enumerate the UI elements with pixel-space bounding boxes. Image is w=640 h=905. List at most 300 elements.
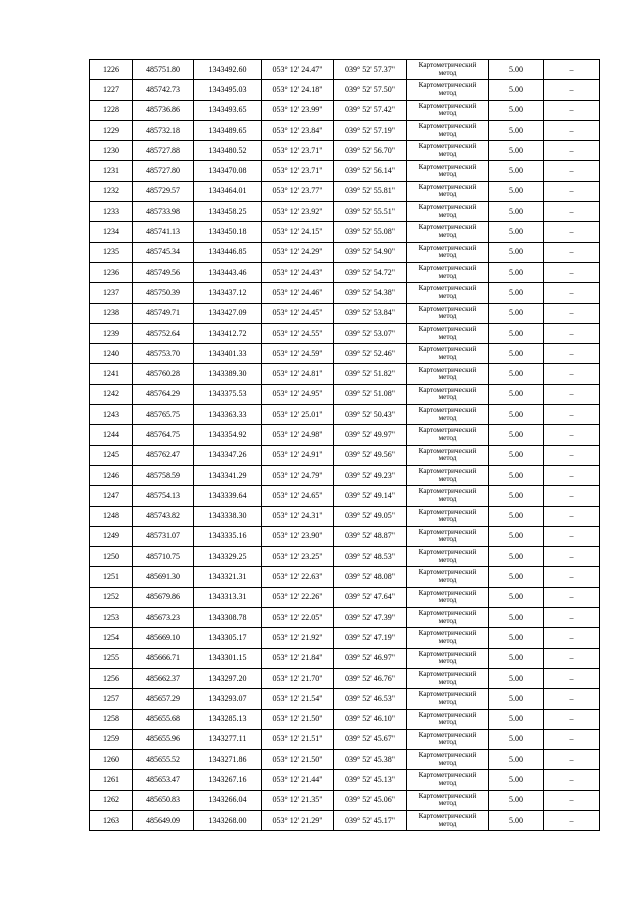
table-row [90,709,600,729]
x-coordinate-cell: 485752.64 [133,323,194,343]
y-coordinate-cell: 1343470.08 [194,161,262,181]
point-number-cell: 1228 [90,100,133,120]
precision-cell: 5.00 [489,648,544,668]
point-number-cell: 1244 [90,425,133,445]
y-coordinate-cell: 1343495.03 [194,80,262,100]
method-cell [407,729,489,749]
dash-cell: – [544,384,600,404]
precision-cell: 5.00 [489,60,544,80]
method-cell [407,120,489,140]
latitude-cell: 053° 12' 21.54" [262,689,334,709]
x-coordinate-cell: 485765.75 [133,405,194,425]
dash-cell: – [544,100,600,120]
x-coordinate-cell: 485710.75 [133,547,194,567]
x-coordinate-cell: 485727.88 [133,141,194,161]
x-coordinate-cell: 485743.82 [133,506,194,526]
precision-cell: 5.00 [489,364,544,384]
longitude-cell: 039° 52' 48.53" [334,547,407,567]
table-row [90,608,600,628]
method-line-1: Картометрический [418,121,477,130]
precision-cell: 5.00 [489,526,544,546]
table-row [90,445,600,465]
latitude-cell: 053° 12' 21.50" [262,709,334,729]
dash-cell: – [544,465,600,485]
method-line-1: Картометрический [418,162,477,171]
dash-cell: – [544,668,600,688]
y-coordinate-cell: 1343321.31 [194,567,262,587]
latitude-cell: 053° 12' 23.99" [262,100,334,120]
precision-cell: 5.00 [489,202,544,222]
point-number-cell: 1247 [90,486,133,506]
point-number-cell: 1248 [90,506,133,526]
y-coordinate-cell: 1343329.25 [194,547,262,567]
point-number-cell: 1261 [90,770,133,790]
y-coordinate-cell: 1343285.13 [194,709,262,729]
table-row [90,526,600,546]
precision-cell: 5.00 [489,242,544,262]
method-line-2: метод [438,697,457,706]
x-coordinate-cell: 485749.56 [133,262,194,282]
precision-cell: 5.00 [489,141,544,161]
x-coordinate-cell: 485754.13 [133,486,194,506]
method-line-1: Картометрический [418,223,477,232]
dash-cell: – [544,526,600,546]
dash-cell: – [544,323,600,343]
longitude-cell: 039° 52' 46.76" [334,668,407,688]
y-coordinate-cell: 1343271.86 [194,750,262,770]
x-coordinate-cell: 485691.30 [133,567,194,587]
dash-cell: – [544,810,600,830]
method-cell [407,608,489,628]
precision-cell: 5.00 [489,425,544,445]
latitude-cell: 053° 12' 24.18" [262,80,334,100]
point-number-cell: 1234 [90,222,133,242]
method-line-1: Картометрический [418,264,477,273]
y-coordinate-cell: 1343266.04 [194,790,262,810]
dash-cell: – [544,344,600,364]
y-coordinate-cell: 1343375.53 [194,384,262,404]
precision-cell: 5.00 [489,405,544,425]
table-row [90,100,600,120]
precision-cell: 5.00 [489,80,544,100]
precision-cell: 5.00 [489,181,544,201]
method-cell [407,425,489,445]
precision-cell: 5.00 [489,668,544,688]
y-coordinate-cell: 1343450.18 [194,222,262,242]
latitude-cell: 053° 12' 24.65" [262,486,334,506]
method-line-1: Картометрический [418,507,477,516]
x-coordinate-cell: 485733.98 [133,202,194,222]
latitude-cell: 053° 12' 23.71" [262,161,334,181]
method-line-1: Картометрический [418,710,477,719]
point-number-cell: 1236 [90,262,133,282]
y-coordinate-cell: 1343363.33 [194,405,262,425]
x-coordinate-cell: 485679.86 [133,587,194,607]
point-number-cell: 1260 [90,750,133,770]
dash-cell: – [544,80,600,100]
precision-cell: 5.00 [489,709,544,729]
dash-cell: – [544,161,600,181]
point-number-cell: 1242 [90,384,133,404]
longitude-cell: 039° 52' 47.64" [334,587,407,607]
x-coordinate-cell: 485760.28 [133,364,194,384]
table-row [90,790,600,810]
dash-cell: – [544,364,600,384]
precision-cell: 5.00 [489,323,544,343]
table-row [90,283,600,303]
precision-cell: 5.00 [489,465,544,485]
point-number-cell: 1226 [90,60,133,80]
longitude-cell: 039° 52' 54.38" [334,283,407,303]
point-number-cell: 1259 [90,729,133,749]
point-number-cell: 1253 [90,608,133,628]
longitude-cell: 039° 52' 51.08" [334,384,407,404]
y-coordinate-cell: 1343341.29 [194,465,262,485]
method-line-2: метод [438,616,457,625]
x-coordinate-cell: 485655.52 [133,750,194,770]
method-cell [407,161,489,181]
point-number-cell: 1249 [90,526,133,546]
method-line-1: Картометрический [418,385,477,394]
precision-cell: 5.00 [489,344,544,364]
latitude-cell: 053° 12' 21.29" [262,810,334,830]
x-coordinate-cell: 485650.83 [133,790,194,810]
method-line-2: метод [438,210,457,219]
precision-cell: 5.00 [489,506,544,526]
precision-cell: 5.00 [489,689,544,709]
latitude-cell: 053° 12' 24.45" [262,303,334,323]
table-row [90,750,600,770]
coordinates-table [89,59,600,831]
latitude-cell: 053° 12' 24.91" [262,445,334,465]
y-coordinate-cell: 1343437.12 [194,283,262,303]
longitude-cell: 039° 52' 53.84" [334,303,407,323]
dash-cell: – [544,506,600,526]
latitude-cell: 053° 12' 21.44" [262,770,334,790]
latitude-cell: 053° 12' 24.59" [262,344,334,364]
x-coordinate-cell: 485741.13 [133,222,194,242]
method-line-1: Картометрический [418,61,477,70]
table-row [90,486,600,506]
table-row [90,60,600,80]
precision-cell: 5.00 [489,729,544,749]
x-coordinate-cell: 485762.47 [133,445,194,465]
method-cell [407,181,489,201]
latitude-cell: 053° 12' 24.55" [262,323,334,343]
method-line-1: Картометрический [418,527,477,536]
longitude-cell: 039° 52' 45.38" [334,750,407,770]
x-coordinate-cell: 485666.71 [133,648,194,668]
method-cell [407,526,489,546]
y-coordinate-cell: 1343305.17 [194,628,262,648]
x-coordinate-cell: 485736.86 [133,100,194,120]
longitude-cell: 039° 52' 53.07" [334,323,407,343]
point-number-cell: 1241 [90,364,133,384]
longitude-cell: 039° 52' 51.82" [334,364,407,384]
method-line-2: метод [438,291,457,300]
method-cell [407,323,489,343]
latitude-cell: 053° 12' 25.01" [262,405,334,425]
longitude-cell: 039° 52' 48.08" [334,567,407,587]
longitude-cell: 039° 52' 55.08" [334,222,407,242]
x-coordinate-cell: 485749.71 [133,303,194,323]
y-coordinate-cell: 1343301.15 [194,648,262,668]
method-line-2: метод [438,576,457,585]
longitude-cell: 039° 52' 50.43" [334,405,407,425]
table-row [90,384,600,404]
table-row [90,222,600,242]
dash-cell: – [544,709,600,729]
dash-cell: – [544,750,600,770]
x-coordinate-cell: 485764.75 [133,425,194,445]
table-row [90,161,600,181]
method-cell [407,262,489,282]
method-line-1: Картометрический [418,345,477,354]
method-line-1: Картометрический [418,203,477,212]
precision-cell: 5.00 [489,628,544,648]
y-coordinate-cell: 1343354.92 [194,425,262,445]
method-cell [407,506,489,526]
method-cell [407,202,489,222]
table-row [90,141,600,161]
y-coordinate-cell: 1343492.60 [194,60,262,80]
dash-cell: – [544,790,600,810]
method-line-1: Картометрический [418,243,477,252]
method-cell [407,709,489,729]
table-row [90,506,600,526]
latitude-cell: 053° 12' 24.81" [262,364,334,384]
table-row [90,120,600,140]
latitude-cell: 053° 12' 21.84" [262,648,334,668]
precision-cell: 5.00 [489,303,544,323]
precision-cell: 5.00 [489,445,544,465]
method-line-1: Картометрический [418,365,477,374]
method-line-1: Картометрический [418,487,477,496]
method-line-2: метод [438,352,457,361]
method-line-2: метод [438,474,457,483]
x-coordinate-cell: 485732.18 [133,120,194,140]
method-line-2: метод [438,88,457,97]
x-coordinate-cell: 485669.10 [133,628,194,648]
latitude-cell: 053° 12' 24.46" [262,283,334,303]
longitude-cell: 039° 52' 45.13" [334,770,407,790]
latitude-cell: 053° 12' 24.31" [262,506,334,526]
point-number-cell: 1256 [90,668,133,688]
x-coordinate-cell: 485653.47 [133,770,194,790]
point-number-cell: 1238 [90,303,133,323]
method-cell [407,628,489,648]
longitude-cell: 039° 52' 57.37" [334,60,407,80]
method-line-1: Картометрический [418,629,477,638]
precision-cell: 5.00 [489,120,544,140]
method-line-2: метод [438,555,457,564]
point-number-cell: 1258 [90,709,133,729]
method-line-1: Картометрический [418,101,477,110]
precision-cell: 5.00 [489,770,544,790]
method-cell [407,465,489,485]
method-line-2: метод [438,231,457,240]
method-line-1: Картометрический [418,588,477,597]
method-line-1: Картометрический [418,426,477,435]
point-number-cell: 1246 [90,465,133,485]
precision-cell: 5.00 [489,790,544,810]
table-row [90,405,600,425]
point-number-cell: 1245 [90,445,133,465]
x-coordinate-cell: 485753.70 [133,344,194,364]
y-coordinate-cell: 1343268.00 [194,810,262,830]
method-line-1: Картометрический [418,812,477,821]
method-line-1: Картометрический [418,548,477,557]
precision-cell: 5.00 [489,384,544,404]
table-row [90,567,600,587]
x-coordinate-cell: 485742.73 [133,80,194,100]
point-number-cell: 1251 [90,567,133,587]
y-coordinate-cell: 1343339.64 [194,486,262,506]
method-cell [407,668,489,688]
point-number-cell: 1263 [90,810,133,830]
precision-cell: 5.00 [489,161,544,181]
point-number-cell: 1250 [90,547,133,567]
y-coordinate-cell: 1343412.72 [194,323,262,343]
table-row [90,668,600,688]
point-number-cell: 1252 [90,587,133,607]
dash-cell: – [544,202,600,222]
point-number-cell: 1227 [90,80,133,100]
x-coordinate-cell: 485727.80 [133,161,194,181]
latitude-cell: 053° 12' 23.71" [262,141,334,161]
table-row [90,587,600,607]
precision-cell: 5.00 [489,262,544,282]
point-number-cell: 1229 [90,120,133,140]
longitude-cell: 039° 52' 52.46" [334,344,407,364]
dash-cell: – [544,222,600,242]
longitude-cell: 039° 52' 45.67" [334,729,407,749]
method-cell [407,770,489,790]
method-cell [407,790,489,810]
table-row [90,344,600,364]
longitude-cell: 039° 52' 49.14" [334,486,407,506]
method-line-1: Картометрический [418,568,477,577]
dash-cell: – [544,303,600,323]
method-line-1: Картометрический [418,690,477,699]
method-line-2: метод [438,779,457,788]
longitude-cell: 039° 52' 55.51" [334,202,407,222]
method-line-2: метод [438,819,457,828]
x-coordinate-cell: 485657.29 [133,689,194,709]
method-line-2: метод [438,454,457,463]
y-coordinate-cell: 1343293.07 [194,689,262,709]
x-coordinate-cell: 485745.34 [133,242,194,262]
method-line-2: метод [438,515,457,524]
method-line-1: Картометрический [418,284,477,293]
longitude-cell: 039° 52' 49.23" [334,465,407,485]
method-line-1: Картометрический [418,751,477,760]
dash-cell: – [544,628,600,648]
longitude-cell: 039° 52' 47.39" [334,608,407,628]
latitude-cell: 053° 12' 21.92" [262,628,334,648]
point-number-cell: 1254 [90,628,133,648]
method-line-2: метод [438,494,457,503]
longitude-cell: 039° 52' 46.53" [334,689,407,709]
method-line-1: Картометрический [418,791,477,800]
y-coordinate-cell: 1343267.16 [194,770,262,790]
method-line-2: метод [438,149,457,158]
method-cell [407,810,489,830]
point-number-cell: 1231 [90,161,133,181]
precision-cell: 5.00 [489,486,544,506]
y-coordinate-cell: 1343401.33 [194,344,262,364]
dash-cell: – [544,729,600,749]
longitude-cell: 039° 52' 55.81" [334,181,407,201]
table-row [90,80,600,100]
table-row [90,202,600,222]
point-number-cell: 1232 [90,181,133,201]
method-line-2: метод [438,758,457,767]
y-coordinate-cell: 1343347.26 [194,445,262,465]
longitude-cell: 039° 52' 54.90" [334,242,407,262]
dash-cell: – [544,262,600,282]
method-line-2: метод [438,433,457,442]
method-line-1: Картометрический [418,771,477,780]
dash-cell: – [544,445,600,465]
precision-cell: 5.00 [489,750,544,770]
dash-cell: – [544,242,600,262]
method-line-1: Картометрический [418,609,477,618]
method-line-2: метод [438,109,457,118]
dash-cell: – [544,60,600,80]
dash-cell: – [544,547,600,567]
method-line-1: Картометрический [418,649,477,658]
y-coordinate-cell: 1343389.30 [194,364,262,384]
dash-cell: – [544,770,600,790]
longitude-cell: 039° 52' 46.97" [334,648,407,668]
y-coordinate-cell: 1343446.85 [194,242,262,262]
longitude-cell: 039° 52' 45.17" [334,810,407,830]
latitude-cell: 053° 12' 23.92" [262,202,334,222]
longitude-cell: 039° 52' 47.19" [334,628,407,648]
method-cell [407,445,489,465]
precision-cell: 5.00 [489,222,544,242]
dash-cell: – [544,181,600,201]
method-line-2: метод [438,596,457,605]
dash-cell: – [544,120,600,140]
point-number-cell: 1262 [90,790,133,810]
precision-cell: 5.00 [489,587,544,607]
point-number-cell: 1237 [90,283,133,303]
latitude-cell: 053° 12' 21.51" [262,729,334,749]
method-line-2: метод [438,413,457,422]
y-coordinate-cell: 1343443.46 [194,262,262,282]
method-cell [407,100,489,120]
latitude-cell: 053° 12' 24.95" [262,384,334,404]
longitude-cell: 039° 52' 57.50" [334,80,407,100]
y-coordinate-cell: 1343338.30 [194,506,262,526]
method-cell [407,80,489,100]
x-coordinate-cell: 485655.96 [133,729,194,749]
method-line-2: метод [438,677,457,686]
longitude-cell: 039° 52' 49.05" [334,506,407,526]
latitude-cell: 053° 12' 22.26" [262,587,334,607]
method-cell [407,750,489,770]
method-line-2: метод [438,312,457,321]
longitude-cell: 039° 52' 49.97" [334,425,407,445]
method-line-2: метод [438,799,457,808]
x-coordinate-cell: 485758.59 [133,465,194,485]
method-line-2: метод [438,738,457,747]
longitude-cell: 039° 52' 45.06" [334,790,407,810]
latitude-cell: 053° 12' 24.47" [262,60,334,80]
point-number-cell: 1240 [90,344,133,364]
